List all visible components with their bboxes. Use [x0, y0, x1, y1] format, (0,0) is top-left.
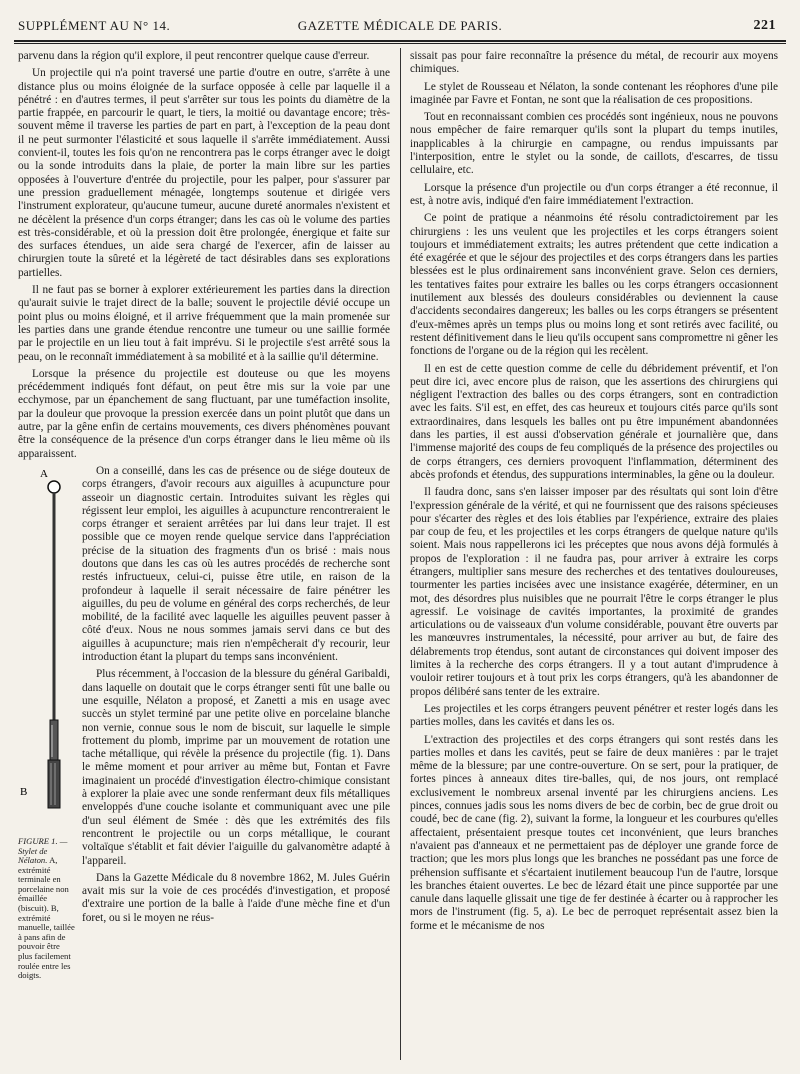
paragraph: Dans la Gazette Médicale du 8 novembre 1862, M. Jules Guérin avait mis sur la voie de ces procédés d'investigation, et proposé d'extraire une portion de la balle à l'aide d'une mèche fine et d'un foret, ou si le moyen ne réus-: [82, 871, 390, 924]
figure-caption-body: A, extrémité terminale en porcelaine non émaillée (biscuit). B, extrémité manuelle, taillée à pans afin de pouvoir être plus facilement roulée entre les doigts.: [18, 855, 75, 981]
figure-label-a: A: [40, 467, 48, 480]
header-rule: [14, 40, 786, 42]
paragraph: Lorsque la présence d'un projectile ou d'un corps étranger a été reconnue, il est, à notre avis, indiqué d'en faire immédiatement l'extraction.: [410, 181, 778, 207]
figure-1: [18, 465, 76, 981]
text-beside-figure: [82, 465, 390, 981]
paragraph: sissait pas pour faire reconnaître la présence du métal, de recourir aux moyens chimiques.: [410, 50, 778, 76]
paragraph: Ce point de pratique a néanmoins été résolu contradictoirement par les chirurgiens : les uns veulent que les projectiles et les corps étrangers soient toujours et immédiatement extraits; les autres prétendent que cette indication a été exagérée et que le séjour des projectiles et des corps étrangers dans les parties blessées est le plus ordinairement sans inconvénient grave. Selon ces derniers, les tentatives faites pour extraire les balles ou les corps étrangers occasionnent inutilement aux blessés des douleurs considérables ou deviennent la cause d'accidents secondaires dangereux; les balles ou les corps étrangers se présentent d'eux-mêmes après un temps plus ou moins long et sont retirés avec facilité, ou restent définitivement dans le lieu qu'ils occupent sans compromettre ni gêner les fonctions de l'organe ou de la région qui les recèlent.: [410, 212, 778, 358]
paragraph: Lorsque la présence du projectile est douteuse ou que les moyens précédemment indiqués font défaut, on peut être mis sur la voie par une ecchymose, par un épanchement de sang fluctuant, par une tuméfaction insolite, par la douleur que provoque la pression exercée dans un point plutôt que dans un autre, par la gêne enfin de certains mouvements, ces divers phénomènes pouvant être la conséquence de la présence d'un corps étranger dans le lieu même où ils apparaissent.: [18, 367, 390, 460]
column-divider: [400, 48, 401, 1060]
page-number: 221: [753, 18, 776, 33]
page-header: [18, 14, 782, 36]
paragraph: parvenu dans la région qu'il explore, il peut rencontrer quelque cause d'erreur.: [18, 50, 370, 62]
paragraph: Tout en reconnaissant combien ces procédés sont ingénieux, nous ne pouvons nous empêcher de faire remarquer qu'ils sont la plupart du temps inutiles, inapplicables à la chirurgie en campagne, ou rendus impuissants par l'interposition, entre le stylet ou la sonde, de caillots, d'escarres, de tissu cellulaire, etc.: [410, 111, 778, 177]
paragraph: On a conseillé, dans les cas de présence ou de siége douteux de corps étrangers, d'avoir recours aux aiguilles à acupuncture pour asseoir un diagnostic certain. Introduites suivant les règles qui régissent leur emploi, les aiguilles à acupuncture rencontreraient le corps étranger et seraient arrêtées par lui dans leur trajet. Il est possible que ce moyen rende quelque service dans l'appréciation précise de la situation des fragments d'un os brisé : mais nous doutons que dans les cas où les autres procédés de recherche sont restés infructueux, celui-ci, puisse être utile, en raison de la profondeur à laquelle il serait nécessaire de faire pénétrer les aiguilles, du peu de volume en général des corps recherchés, de leur mobilité, de la facilité avec laquelle les aiguilles peuvent passer à côté d'eux. Nous ne nous sommes jamais servi dans ce but des aiguilles à acupuncture; mais rien n'empêcherait d'y recourir, leur introduction étant la plupart du temps sans inconvénient.: [82, 464, 390, 664]
nelaton-stylet-illustration: [18, 465, 76, 835]
paragraph: Le stylet de Rousseau et Nélaton, la sonde contenant les réophores d'une pile imaginée par Favre et Fontan, ne sont que la réalisation de ces propositions.: [410, 80, 778, 106]
paragraph: Plus récemment, à l'occasion de la blessure du général Garibaldi, dans laquelle on doutait que le corps étranger senti fût une balle ou une esquille, Nélaton a proposé, et Zanetti a mis en usage avec succès un stylet terminé par une petite olive en porcelaine blanche non vernie, connue sous le nom de biscuit, sur laquelle le simple frottement du plomb, imprime par un mouvement de rotation une tache métallique, qui révèle la présence du projectile (fig. 1). Dans le même moment et pour arriver au même but, Fontan et Favre imaginaient un procédé d'investigation électro-chimique consistant à explorer la plaie avec une sonde renfermant deux fils métalliques enveloppés d'une couche isolante et communiquant avec une pile d'un seul élément de Smée : dès que les extrémités des fils rencontrent le projectile ou un corps métallique, le courant voltaïque s'établit et fait dévier l'aiguille du galvanomètre adapté à l'appareil.: [82, 668, 390, 867]
header-rule-thin: [14, 43, 786, 44]
paragraph: Il ne faut pas se borner à explorer extérieurement les parties dans la direction qu'aurait suivie le trajet direct de la balle; souvent le projectile dévié occupe un point plus ou moins éloigné, et il arrive fréquemment que la main promenée sur les parties dans une grande étendue rencontre une tumeur ou une saillie formée par le projectile en un lieu tout à fait imprévu. Si le projectile s'est arrêté sous la peau, on le reconnaît immédiatement à sa mobilité et à la saillie qu'il détermine.: [18, 284, 390, 363]
figure-caption-title: FIGURE 1. — Stylet de Nélaton.: [18, 835, 68, 866]
paragraph: Il faudra donc, sans s'en laisser imposer par des résultats qui sont loin d'être l'expression générale de la vérité, et qui ne fournissent que des raisons spécieuses pour s'écarter des règles et des lois établies par l'expérience, extraire des plaies par coup de feu, et les projectiles et les corps étrangers de quelque nature qu'ils soient. Mais nous rappellerons ici les préceptes que nous avons déjà formulés à propos de l'exploration : il ne faudra pas, pour arriver à extraire les corps étrangers, multiplier sans mesure des recherches et des tentatives douloureuses, tourmenter les parties incisées avec une insistance exagérée, déterminer, en un mot, des désordres plus nuisibles que ne pourrait l'être le corps étranger le plus agressif. Le voisinage de cavités importantes, la proximité de grandes articulations ou de vaisseaux d'un volume considérable, pouvant être ouverts par les manœuvres instrumentales, la nécessité, pour arriver au but, de faire des délabrements trop étendus, sont autant de circonstances qui doivent imposer des limites à la recherche des corps étrangers. Il y a tout autant d'imprudence à vouloir retirer toujours et à tout prix les corps étrangers, qu'à les abandonner de propos délibéré sans tenter de les extraire.: [410, 486, 778, 698]
left-column: [18, 50, 390, 1060]
paragraph: Un projectile qui n'a point traversé une partie d'outre en outre, s'arrête à une distance plus ou moins éloignée de la surface opposée à celle par laquelle il a pénétré : en d'autres termes, il peut s'arrêter sur tous les points du diamètre de la partie frappée, en parcourir le quart, le tiers, la moitié ou davantage encore; très-souvent même il traverse les parties de part en part, à l'exception de la peau dont il ne peut surmonter l'élasticité et sous laquelle il s'arrête immédiatement. Aussi convient-il, toutes les fois qu'on ne rencontrera pas le corps étranger avec le doigt ou la sonde introduits dans la plaie, de porter la main libre sur les parties opposées à l'ouverture d'entrée du projectile, pour les palper, pour s'assurer par une pression graduellement ménagée, longtemps soutenue et dirigée vers l'instrument explorateur, qu'aucune tumeur, aucune dureté anormales n'existent et ne décèlent la présence d'un corps étranger; dans les cas où le volume des parties est très-considérable, et où la pression doit être prolongée, énergique et faite sur des surfaces étendues, un aide sera chargé de l'exercer, afin de laisser au chirurgien toute la sûreté et la légèreté de tact désirables dans ses explorations partielles.: [18, 67, 390, 279]
paragraph: Il en est de cette question comme de celle du débridement préventif, et l'on peut dire ici, avec encore plus de raison, que les assertions des chirurgiens qui négligent l'extraction des balles ou des corps étrangers, sont en contradiction avec les faits. S'il est, en effet, des cas heureux et toujours cités parce qu'ils sont extraordinaires, dans lesquels les balles ont pu être impunément abandonnées dans les parties, il est aussi d'observation générale et journalière que, dans l'immense majorité des coups de feu compliqués de la présence des projectiles ou de corps étrangers, ces derniers provoquent l'inflammation, déterminent des abcès profonds et étendus, des suppurations interminables, la gêne ou la douleur.: [410, 362, 778, 481]
supplement-label: SUPPLÉMENT AU N° 14.: [18, 18, 171, 33]
paragraph: Les projectiles et les corps étrangers peuvent pénétrer et rester logés dans les parties molles, dans les cavités et dans les os.: [410, 702, 778, 729]
figure-label-b: B: [20, 785, 28, 798]
right-column: [410, 50, 778, 1060]
figure-block: [18, 465, 390, 981]
figure-caption: [18, 837, 76, 981]
journal-title: GAZETTE MÉDICALE DE PARIS.: [297, 18, 503, 33]
paragraph: L'extraction des projectiles et des corps étrangers qui sont restés dans les parties molles et dans les cavités, peut se faire de deux manières : par le trajet même de la blessure; par une contre-ouverture. On se sert, pour la pratiquer, de fortes pinces à anneaux dites tire-balles, qui, de nos jours, ont remplacé exclusivement le nombreux arsenal inventé par les chirurgiens anciens. Les pinces, connues jadis sous les noms divers de bec de corbin, bec de grue droit ou coudé, bec de cane (fig. 2), suivant la forme, la longueur et les courbures qu'elles affectaient, présentaient presque toutes cet inconvénient, que leurs branches n'avaient pas d'anneaux et ne permettaient pas de déployer une grande force de traction; que les mors plus longs que les branches ne possédant pas une force de préhension suffisante et s'écartaient inutilement beaucoup l'un de l'autre, lorsque les branches étaient ouvertes. Le bec de lézard était une pince supportée par une canule dans laquelle glissait une tige de fer destinée à écarter ou à rapprocher les mors de l'instrument (fig. 5, a). Le bec de perroquet représentait assez bien la forme et le mécanisme de nos: [410, 733, 778, 932]
